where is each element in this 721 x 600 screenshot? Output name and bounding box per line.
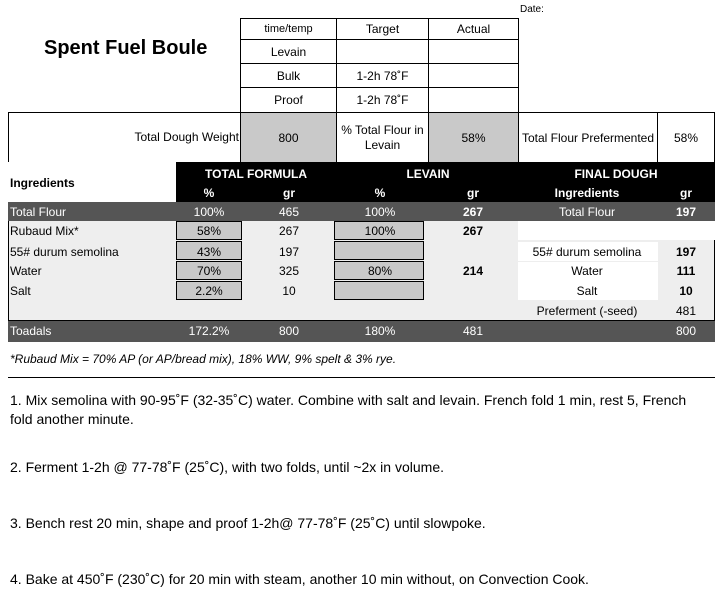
- lv-pct: 100%: [364, 224, 396, 238]
- tf-pct: 100%: [193, 205, 225, 219]
- row-name: 55# durum semolina: [10, 245, 119, 259]
- row-levain-label: Levain: [240, 39, 337, 64]
- fd-gr: 10: [679, 284, 693, 298]
- lv-gr: 267: [462, 205, 484, 219]
- total-dough-weight-label: Total Dough Weight: [134, 130, 239, 144]
- col-actual: Actual: [428, 18, 519, 40]
- fd-ingredients-header: Ingredients: [554, 186, 620, 200]
- fd-gr: 197: [675, 245, 697, 259]
- fd-name: Total Flour: [558, 205, 616, 219]
- levain-header: LEVAIN: [406, 167, 450, 181]
- row-levain-target: [336, 39, 429, 64]
- row-proof-label: Proof: [240, 87, 337, 113]
- tf-gr: 465: [278, 205, 300, 219]
- tf-pct: 2.2%: [195, 284, 223, 298]
- total-dough-weight-value: 800: [240, 112, 337, 163]
- final-dough-header: FINAL DOUGH: [574, 167, 658, 181]
- total-flour-prefermented-value: 58%: [657, 112, 715, 163]
- fd-gr: 481: [675, 304, 697, 318]
- totals-tf-pct: 172.2%: [188, 324, 230, 338]
- pct-flour-levain-value: 58%: [428, 112, 519, 163]
- fd-name: Preferment (-seed): [536, 304, 638, 318]
- lv-pct: 100%: [364, 205, 396, 219]
- date-label: Date:: [520, 4, 544, 15]
- row-bulk-actual: [428, 63, 519, 88]
- lv-gr: 267: [462, 224, 484, 238]
- tf-gr-header: gr: [283, 186, 295, 200]
- row-proof-target: 1-2h 78˚F: [336, 87, 429, 113]
- row-name: Rubaud Mix*: [10, 224, 79, 238]
- fd-gr-header: gr: [680, 186, 692, 200]
- step-3: 3. Bench rest 20 min, shape and proof 1-2h@ 77-78˚F (25˚C) until slowpoke.: [10, 515, 486, 531]
- totals-name: Toadals: [10, 324, 52, 338]
- step-2: 2. Ferment 1-2h @ 77-78˚F (25˚C), with two folds, until ~2x in volume.: [10, 459, 444, 475]
- row-bulk-target: 1-2h 78˚F: [336, 63, 429, 88]
- date-box: [518, 18, 715, 114]
- footnote: *Rubaud Mix = 70% AP (or AP/bread mix), 18% WW, 9% spelt & 3% rye.: [10, 352, 397, 366]
- tf-gr: 10: [282, 284, 296, 298]
- lv-gr-header: gr: [467, 186, 479, 200]
- tf-gr: 197: [278, 245, 300, 259]
- fd-gr: 197: [675, 205, 697, 219]
- row-name: Salt: [10, 284, 31, 298]
- row-name: Total Flour: [10, 205, 67, 219]
- tf-pct: 43%: [196, 245, 222, 259]
- col-target: Target: [336, 18, 429, 40]
- row-levain-actual: [428, 39, 519, 64]
- tf-gr: 267: [278, 224, 300, 238]
- step-4: 4. Bake at 450˚F (230˚C) for 20 min with steam, another 10 min without, on Convection Cook.: [10, 571, 589, 587]
- ingredients-header: Ingredients: [10, 176, 75, 190]
- tf-gr: 325: [278, 264, 300, 278]
- pct-flour-levain-label: % Total Flour in Levain: [336, 112, 429, 163]
- totals-lv-gr: 481: [462, 324, 484, 338]
- totals-fd-gr: 800: [675, 324, 697, 338]
- total-flour-prefermented-label: Total Flour Prefermented: [518, 112, 658, 163]
- fd-gr: 111: [676, 264, 696, 278]
- row-proof-actual: [428, 87, 519, 113]
- fd-name: 55# durum semolina: [532, 245, 642, 259]
- total-formula-header: TOTAL FORMULA: [205, 167, 307, 181]
- lv-pct: 80%: [367, 264, 393, 278]
- lv-gr: 214: [462, 264, 484, 278]
- row-bulk-label: Bulk: [240, 63, 337, 88]
- totals-lv-pct: 180%: [364, 324, 396, 338]
- tf-pct: 58%: [196, 224, 222, 238]
- fd-name: Salt: [576, 284, 598, 298]
- totals-tf-gr: 800: [278, 324, 300, 338]
- page-title: Spent Fuel Boule: [44, 37, 208, 59]
- col-time-temp: time/temp: [240, 18, 337, 40]
- lv-pct-header: %: [374, 186, 386, 200]
- step-1: 1. Mix semolina with 90-95˚F (32-35˚C) water. Combine with salt and levain. French fold 1 min, rest 5, French fold another minute.: [10, 392, 687, 427]
- fd-name: Water: [571, 264, 603, 278]
- divider: [8, 377, 715, 378]
- tf-pct: 70%: [196, 264, 222, 278]
- row-name: Water: [10, 264, 42, 278]
- tf-pct-header: %: [203, 186, 215, 200]
